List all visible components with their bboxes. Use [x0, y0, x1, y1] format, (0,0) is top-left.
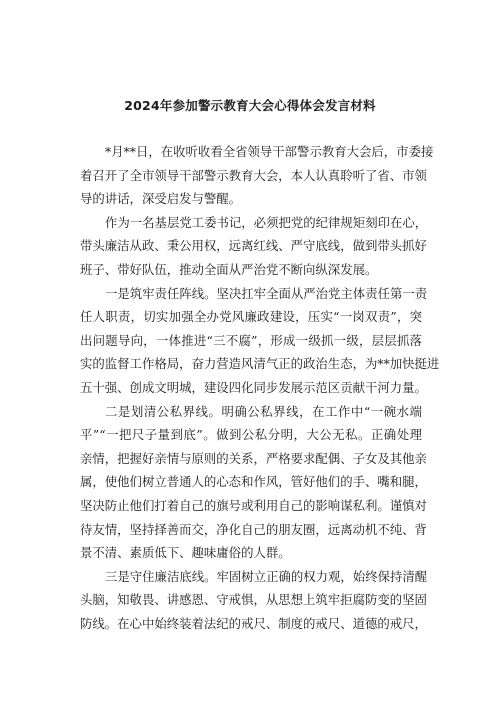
body-line: 导的讲话，深受启发与警醒。	[80, 191, 242, 207]
body-line: 头脑，知敬畏、讲感恩、守戒惧，从思想上筑牢拒腐防变的坚固	[80, 592, 427, 608]
body-line: 三是守住廉洁底线。牢固树立正确的权力观，始终保持清醒	[105, 568, 428, 584]
body-line: 任人职责，切实加强全办党风廉政建设，压实“一岗双责”，突	[80, 309, 422, 325]
body-line: 实的监督工作格局，奋力营造风清气正的政治生态，为**加快挺进	[80, 356, 440, 372]
body-line: 着召开了全市领导干部警示教育大会，本人认真聆听了省、市领	[80, 167, 427, 183]
body-line: 平”“一把尺子量到底”。做到公私分明，大公无私。正确处理	[80, 427, 422, 443]
body-line: 班子、带好队伍，推动全面从严治党不断向纵深发展。	[80, 261, 378, 277]
body-line: *月**日，在收听收看全省领导干部警示教育大会后，市委接	[105, 144, 434, 159]
body-line: 作为一名基层党工委书记，必须把党的纪律规矩刻印在心，	[105, 214, 428, 230]
document-body	[80, 140, 440, 635]
body-line: 亲情，把握好亲情与原则的关系，严格要求配偶、子女及其他亲	[80, 450, 427, 466]
body-line: 坚决防止他们打着自己的旗号或利用自己的影响谋私利。谨慎对	[80, 497, 427, 513]
document-title: 2024年参加警示教育大会心得体会发言材料	[124, 98, 376, 113]
body-line: 景不清、素质低下、趣味庸俗的人群。	[80, 545, 291, 561]
body-line: 带头廉洁从政、秉公用权，远离红线、严守底线，做到带头抓好	[80, 238, 427, 254]
body-line: 待友情，坚持择善而交，净化自己的朋友圈，远离动机不纯、背	[80, 521, 427, 537]
body-line: 防线。在心中始终装着法纪的戒尺、制度的戒尺、道德的戒尺，	[80, 615, 427, 631]
body-line: 出问题导向，一体推进“三不腐”，形成一级抓一级，层层抓落	[80, 332, 422, 348]
body-line: 属，使他们树立普通人的心态和作风，管好他们的手、嘴和腿，	[80, 474, 427, 490]
body-line: 二是划清公私界线。明确公私界线，在工作中“一碗水端	[105, 403, 422, 419]
body-line: 一是筑牢责任阵线。坚决扛牢全面从严治党主体责任第一责	[105, 285, 428, 301]
body-line: 五十强、创成文明城，建设四化同步发展示范区贡献干河力量。	[80, 379, 427, 395]
